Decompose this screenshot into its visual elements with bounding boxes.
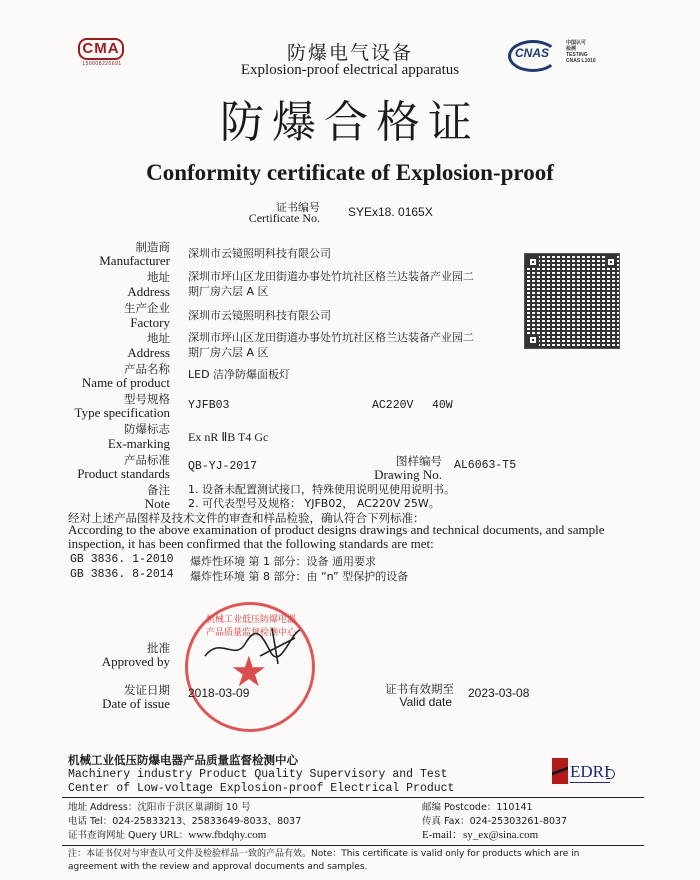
footer-note-1: 注：本证书仅对与审查认可文件及检验样品一致的产品有效。Note：This certificate is valid only for products which are in (68, 849, 580, 859)
issuer-name-en-2: Center of Low-voltage Explosion-proof Electrical Product (68, 782, 455, 795)
manufacturer-label-cn: 制造商 (135, 240, 170, 254)
cnas-logo: CNAS (514, 46, 549, 60)
product-name-label-en: Name of product (81, 375, 170, 390)
edri-logo: EDRI (570, 762, 610, 781)
certificate-no-label-cn: 证书编号 (276, 201, 320, 214)
address-value: 沈阳市于洪区巢湖街 10 号 (137, 802, 251, 813)
factory-value: 深圳市云镜照明科技有限公司 (188, 309, 331, 322)
certificate-no-value: SYEx18. 0165X (348, 205, 433, 219)
signature-icon (200, 626, 310, 666)
conformity-statement-en-1: According to the above examination of product designs drawings and technical documents, and sample (68, 522, 605, 537)
cnas-side-text (566, 40, 626, 64)
factory-address-line1: 深圳市坪山区龙田街道办事处竹坑社区格兰达装备产业园二 (188, 331, 474, 344)
issue-date-label-cn: 发证日期 (124, 683, 170, 697)
standard-desc: 爆炸性环境 第 8 部分：由 “n” 型保护的设备 (190, 570, 409, 583)
qr-finder-icon (605, 256, 617, 268)
fax-value: 024-25303261-8037 (469, 816, 568, 827)
issue-date-value: 2018-03-09 (188, 686, 250, 700)
footer-postcode (422, 801, 533, 814)
ex-marking-value: Ex nR ⅡB T4 Gc (188, 430, 269, 444)
product-name-label-cn: 产品名称 (124, 362, 170, 376)
type-spec-power: 40W (432, 399, 453, 412)
approved-label-en: Approved by (101, 654, 170, 669)
standard-desc: 爆炸性环境 第 1 部分：设备 通用要求 (190, 555, 376, 568)
product-standards-value: QB-YJ-2017 (188, 460, 258, 473)
url-label: 证书查询网址 Query URL： (68, 830, 189, 841)
qr-finder-icon (527, 334, 539, 346)
standard-code: GB 3836. 1-2010 (70, 553, 174, 566)
email-link[interactable]: sy_ex@sina.com (462, 829, 539, 841)
manufacturer-address-line2: 期厂房六层 A 区 (188, 285, 269, 298)
factory-address-line2: 期厂房六层 A 区 (188, 346, 269, 359)
product-standards-label-cn: 产品标准 (124, 453, 170, 467)
footer-note-2: agreement with the review and approval documents and samples. (68, 862, 368, 872)
type-spec-voltage: AC220V (372, 399, 414, 412)
factory-address-label-cn: 地址 (147, 331, 170, 345)
manufacturer-address-label-en: Address (127, 284, 170, 299)
issue-date-label-en: Date of issue (102, 696, 170, 711)
postcode-value: 110141 (496, 802, 533, 813)
footer-tel (68, 815, 301, 828)
issuer-name-cn: 机械工业低压防爆电器产品质量监督检测中心 (68, 753, 298, 767)
drawing-no-label-en: Drawing No. (374, 467, 442, 482)
cma-number: 150008220691 (82, 61, 122, 67)
postcode-label: 邮编 Postcode： (422, 802, 497, 813)
qr-finder-icon (527, 256, 539, 268)
valid-date-label-cn: 证书有效期至 (385, 682, 454, 696)
title-en: Conformity certificate of Explosion-proof (146, 160, 554, 185)
tel-label: 电话 Tel： (68, 816, 113, 827)
note-line2: 2. 可代表型号及规格： YJFB02， AC220V 25W。 (188, 497, 440, 510)
email-label: E-mail： (422, 829, 463, 841)
ex-marking-label-cn: 防爆标志 (124, 422, 170, 436)
factory-address-label-en: Address (127, 345, 170, 360)
type-spec-model: YJFB03 (188, 399, 230, 412)
manufacturer-address-label-cn: 地址 (147, 270, 170, 284)
conformity-statement-en-2: inspection, it has been confirmed that the following standards are met: (68, 536, 434, 551)
edri-arrow-icon (606, 769, 615, 779)
star-icon: ★ (230, 650, 268, 696)
cma-logo: CMA (78, 38, 124, 60)
query-url-link[interactable]: www.fbdqhy.com (188, 829, 267, 841)
divider (62, 845, 644, 846)
fax-label: 传真 Fax： (422, 816, 470, 827)
address-label: 地址 Address： (68, 802, 138, 813)
product-standards-label-en: Product standards (77, 466, 170, 481)
issuer-name-en-1: Machinery industry Product Quality Supervisory and Test (68, 768, 448, 781)
divider (62, 797, 644, 798)
valid-date-label-en: Valid date (399, 695, 452, 709)
footer-address (68, 801, 251, 814)
note-line1: 1. 设备未配置测试接口，特殊使用说明见使用说明书。 (188, 483, 455, 496)
stamp-text: 机械工业低压防爆电器产品质量监督检测中心 (205, 615, 296, 638)
footer-url (68, 829, 266, 842)
note-label-en: Note (144, 496, 170, 511)
header-subtitle-cn: 防爆电气设备 (286, 42, 413, 64)
footer-email (422, 829, 538, 842)
manufacturer-label-en: Manufacturer (99, 253, 170, 268)
note-label-cn: 备注 (147, 483, 170, 497)
cnas-line: 中国认可 (566, 40, 587, 46)
qr-code[interactable] (524, 253, 620, 349)
title-cn: 防爆合格证 (220, 97, 480, 148)
tel-value: 024-25833213、25833649-8033、8037 (112, 816, 302, 827)
conformity-statement-cn: 经对上述产品图样及技术文件的审查和样品检验，确认符合下列标准： (68, 511, 425, 525)
approved-label-cn: 批准 (147, 641, 170, 655)
factory-label-cn: 生产企业 (124, 301, 170, 315)
type-spec-label-en: Type specification (74, 405, 170, 420)
certificate-no-label-en: Certificate No. (248, 211, 320, 225)
drawing-no-label-cn: 图样编号 (396, 454, 442, 468)
valid-date-value: 2023-03-08 (468, 686, 530, 700)
edri-logo-mark-icon (552, 758, 568, 784)
cnas-line: 检测 (566, 46, 577, 52)
standard-code: GB 3836. 8-2014 (70, 568, 174, 581)
type-spec-label-cn: 型号规格 (124, 392, 170, 406)
drawing-no-value: AL6063-T5 (454, 459, 517, 472)
cnas-line: CNAS L1016 (566, 58, 596, 64)
manufacturer-value: 深圳市云镜照明科技有限公司 (188, 247, 331, 260)
factory-label-en: Factory (130, 315, 170, 330)
manufacturer-address-line1: 深圳市坪山区龙田街道办事处竹坑社区格兰达装备产业园二 (188, 270, 474, 283)
product-name-value: LED 洁净防爆面板灯 (188, 368, 291, 381)
cnas-line: TESTING (566, 52, 588, 58)
header-subtitle-en: Explosion-proof electrical apparatus (240, 62, 460, 78)
ex-marking-label-en: Ex-marking (107, 436, 170, 451)
footer-fax (422, 815, 567, 828)
